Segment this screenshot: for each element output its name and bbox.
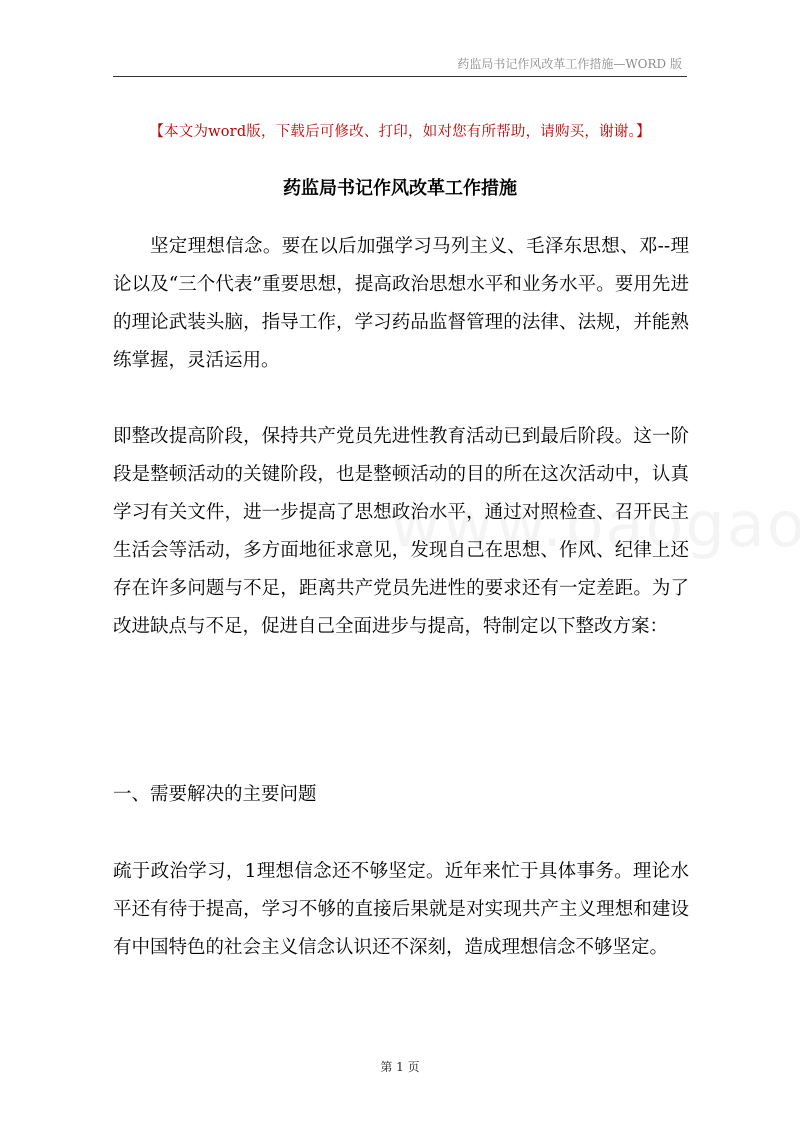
paragraph-1: 坚定理想信念。要在以后加强学习马列主义、毛泽东思想、邓--理论以及“三个代表”重要思想，提高政治思想水平和业务水平。要用先进的理论武装头脑，指导工作，学习药品监督管理的法律、法规，并能熟练掌握，灵活运用。	[113, 236, 689, 371]
purchase-notice: 【本文为word版，下载后可修改、打印，如对您有所帮助，请购买，谢谢。】	[149, 124, 651, 140]
document-title: 药监局书记作风改革工作措施	[283, 178, 517, 199]
header-title: 药监局书记作风改革工作措施—WORD 版	[457, 57, 682, 71]
paragraph-3: 疏于政治学习，1理想信念还不够坚定。近年来忙于具体事务。理论水平还有待于提高，学习不够的直接后果就是对实现共产主义理想和建设有中国特色的社会主义信念认识还不深刻，造成理想信念不够坚定。	[113, 861, 689, 958]
header-divider	[113, 76, 687, 77]
page-number: 第 1 页	[380, 1060, 420, 1074]
paragraph-2: 即整改提高阶段，保持共产党员先进性教育活动已到最后阶段。这一阶段是整顿活动的关键阶段，也是整顿活动的目的所在这次活动中，认真学习有关文件，进一步提高了思想政治水平，通过对照检查、召开民主生活会等活动，多方面地征求意见，发现自己在思想、作风、纪律上还存在许多问题与不足，距离共产党员先进性的要求还有一定差距。为了改进缺点与不足，促进自己全面进步与提高，特制定以下整改方案：	[113, 426, 689, 637]
section-heading: 一、需要解决的主要问题	[113, 784, 317, 805]
